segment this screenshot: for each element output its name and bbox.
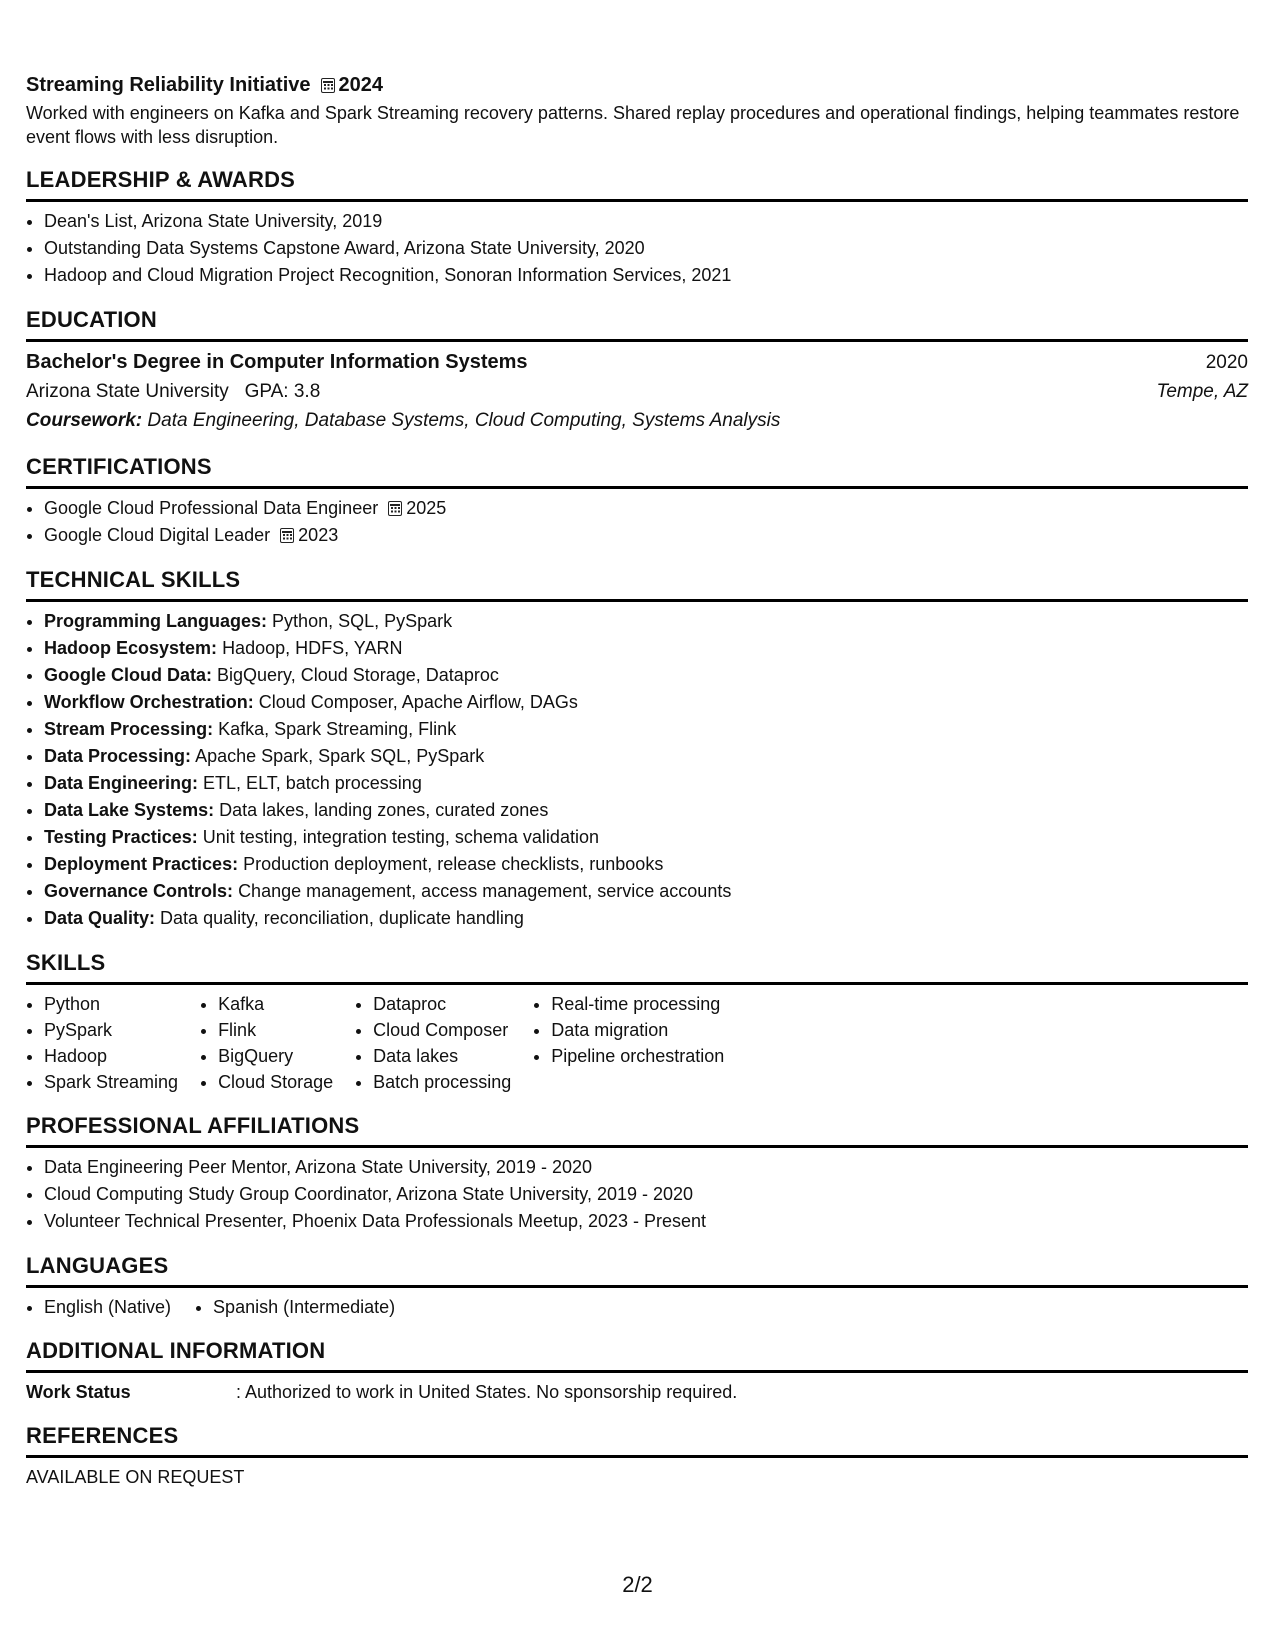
coursework-value: Data Engineering, Database Systems, Cloud Computing, Systems Analysis [147,410,781,431]
additional-info-section [26,1338,1248,1405]
skill-label: Workflow Orchestration: [44,692,254,712]
section-title-affiliations: PROFESSIONAL AFFILIATIONS [26,1113,1248,1148]
list-item: • Batch processing [373,1069,511,1095]
skill-value: Python, SQL, PySpark [272,611,453,631]
project-year: 2024 [338,74,384,96]
list-item: • BigQuery [218,1043,333,1069]
languages-column [26,1294,171,1320]
affiliations-section [26,1113,1248,1235]
section-title-skills: SKILLS [26,950,1248,985]
list-item: • Data migration [551,1017,724,1043]
education-year: 2020 [1205,352,1248,373]
list-item [44,851,1248,878]
list-item: • Hadoop and Cloud Migration Project Recognition, Sonoran Information Services, 2021 [44,262,1248,289]
skill-label: Deployment Practices: [44,854,239,874]
skill-value: Data lakes, landing zones, curated zones [219,800,549,820]
skills-column [26,991,178,1095]
list-item: • Pipeline orchestration [551,1043,724,1069]
list-item: • Spanish (Intermediate) [213,1294,395,1320]
list-item [44,662,1248,689]
skill-label: Google Cloud Data: [44,665,212,685]
resume-page [26,74,1248,1508]
cert-name: Google Cloud Professional Data Engineer [44,498,379,518]
list-item [44,608,1248,635]
project-entry [26,74,1248,149]
list-item [44,743,1248,770]
section-title-languages: LANGUAGES [26,1253,1248,1288]
skill-label: Testing Practices: [44,827,198,847]
languages-list [26,1294,1248,1320]
list-item [44,770,1248,797]
languages-column [195,1294,395,1320]
education-school: Arizona State University [26,381,229,402]
project-title-row [26,74,1248,97]
references-text: AVAILABLE ON REQUEST [26,1467,245,1487]
skill-label: Data Processing: [44,746,192,766]
list-item: • Spark Streaming [44,1069,178,1095]
skills-column [533,991,724,1095]
section-title-additional: ADDITIONAL INFORMATION [26,1338,1248,1373]
list-item: • Volunteer Technical Presenter, Phoenix Data Professionals Meetup, 2023 - Present [44,1208,1248,1235]
section-title-technical-skills: TECHNICAL SKILLS [26,567,1248,602]
skill-label: Data Lake Systems: [44,800,215,820]
skill-label: Hadoop Ecosystem: [44,638,218,658]
leadership-list [26,208,1248,289]
list-item: • Outstanding Data Systems Capstone Award, Arizona State University, 2020 [44,235,1248,262]
list-item: • Dataproc [373,991,511,1017]
skill-value: Kafka, Spark Streaming, Flink [218,719,457,739]
list-item [44,878,1248,905]
list-item [44,495,1248,522]
education-gpa: GPA: 3.8 [244,381,321,402]
list-item [44,522,1248,549]
list-item: • Data Engineering Peer Mentor, Arizona State University, 2019 - 2020 [44,1154,1248,1181]
calendar-icon [388,501,402,516]
project-description: Worked with engineers on Kafka and Spark Streaming recovery patterns. Shared replay procedures and operational findings, helping teammates restore event flows with less disruption. [26,103,1240,147]
certifications-list [26,495,1248,549]
cert-year: 2025 [406,498,447,518]
references-section [26,1423,1248,1490]
skill-value: Cloud Composer, Apache Airflow, DAGs [258,692,578,712]
affiliations-list [26,1154,1248,1235]
skill-value: ETL, ELT, batch processing [203,773,422,793]
leadership-section [26,167,1248,289]
list-item [44,905,1248,932]
education-location: Tempe, AZ [1156,381,1248,402]
section-title-education: EDUCATION [26,307,1248,342]
education-school-gpa [26,377,320,406]
cert-year: 2023 [298,525,339,545]
list-item: • Cloud Computing Study Group Coordinator, Arizona State University, 2019 - 2020 [44,1181,1248,1208]
work-status-value: : Authorized to work in United States. No sponsorship required. [236,1382,738,1402]
technical-skills-section [26,567,1248,932]
list-item: • Kafka [218,991,333,1017]
skill-value: Production deployment, release checklists, runbooks [243,854,664,874]
page-number: 2/2 [622,1572,653,1597]
certifications-section [26,454,1248,549]
section-title-references: REFERENCES [26,1423,1248,1458]
list-item: • Cloud Composer [373,1017,511,1043]
list-item: • PySpark [44,1017,178,1043]
cert-name: Google Cloud Digital Leader [44,525,271,545]
list-item: • Python [44,991,178,1017]
education-school-row [26,377,1248,406]
section-title-leadership: LEADERSHIP & AWARDS [26,167,1248,202]
list-item [44,689,1248,716]
list-item: • Flink [218,1017,333,1043]
work-status-row [26,1379,1248,1405]
skills-grid [26,991,1248,1095]
skill-value: BigQuery, Cloud Storage, Dataproc [217,665,499,685]
education-section [26,307,1248,436]
list-item [44,716,1248,743]
skill-value: Data quality, reconciliation, duplicate handling [160,908,524,928]
project-title: Streaming Reliability Initiative [26,74,311,96]
education-degree: Bachelor's Degree in Computer Information Systems [26,351,528,373]
list-item: • English (Native) [44,1294,171,1320]
calendar-icon [280,528,294,543]
technical-skills-list [26,608,1248,932]
list-item [44,635,1248,662]
education-degree-row [26,348,1248,377]
skill-value: Apache Spark, Spark SQL, PySpark [195,746,485,766]
list-item: • Real-time processing [551,991,724,1017]
languages-section [26,1253,1248,1320]
skills-section [26,950,1248,1095]
list-item: • Dean's List, Arizona State University, 2019 [44,208,1248,235]
skill-value: Hadoop, HDFS, YARN [222,638,403,658]
skills-column [355,991,511,1095]
skills-column [200,991,333,1095]
calendar-icon [321,78,335,93]
list-item: • Hadoop [44,1043,178,1069]
skill-label: Data Engineering: [44,773,199,793]
education-coursework [26,406,1248,436]
work-status-label: Work Status [26,1382,131,1402]
skill-label: Governance Controls: [44,881,234,901]
skill-label: Stream Processing: [44,719,214,739]
project-date [321,74,384,97]
list-item: • Cloud Storage [218,1069,333,1095]
list-item: • Data lakes [373,1043,511,1069]
coursework-label: Coursework: [26,410,143,431]
skill-value: Change management, access management, service accounts [238,881,732,901]
list-item [44,824,1248,851]
section-title-certifications: CERTIFICATIONS [26,454,1248,489]
list-item [44,797,1248,824]
skill-label: Data Quality: [44,908,156,928]
skill-value: Unit testing, integration testing, schema validation [202,827,599,847]
skill-label: Programming Languages: [44,611,268,631]
